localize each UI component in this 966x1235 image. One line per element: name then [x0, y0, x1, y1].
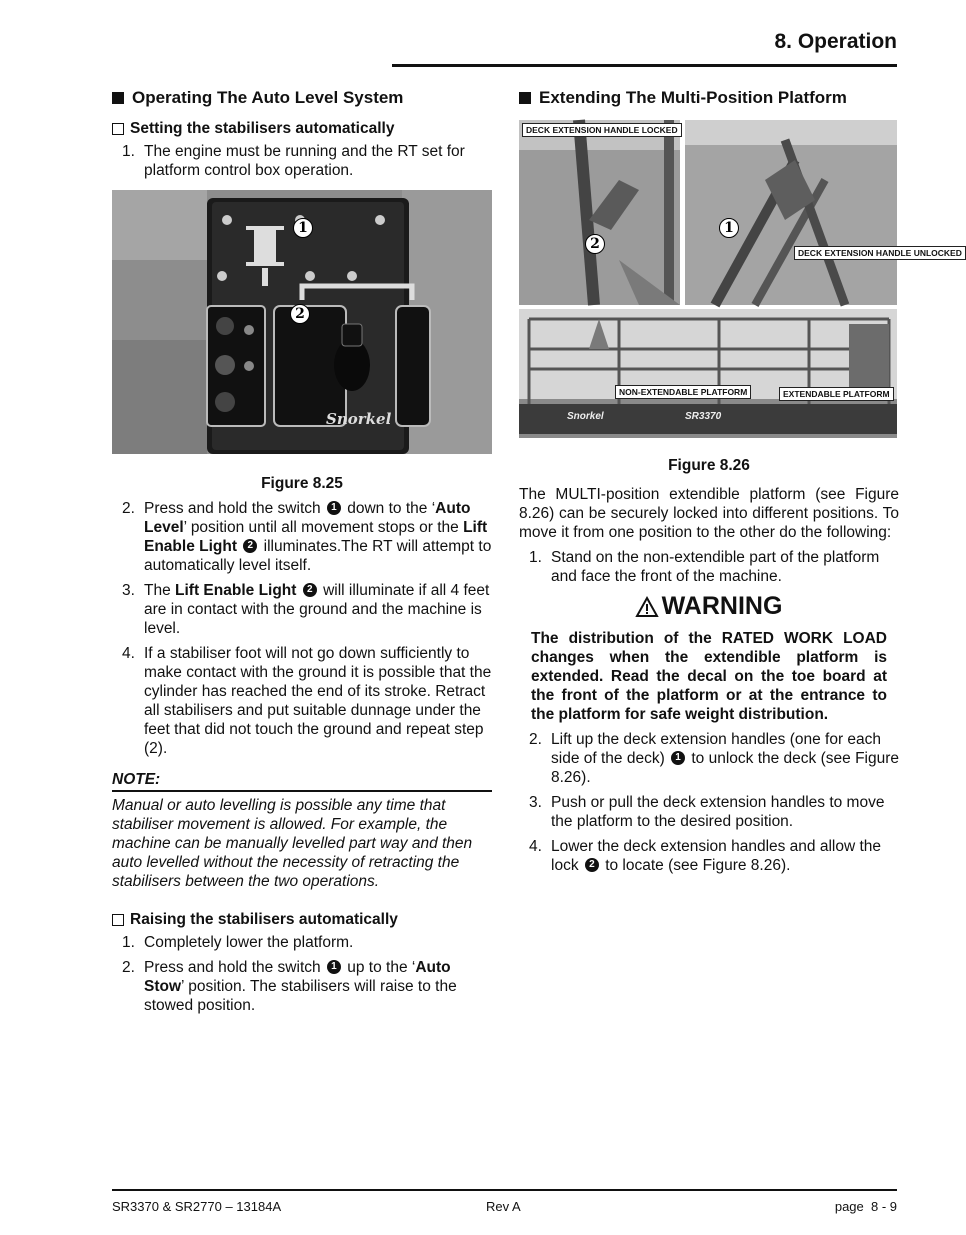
footer-doc-id: SR3370 & SR2770 – 13184A: [112, 1199, 282, 1214]
figure-8-26-caption: Figure 8.26: [668, 457, 750, 474]
callout-1-icon: 1: [327, 501, 341, 515]
warning-body: The distribution of the RATED WORK LOAD changes when the extendible platform is extended. Read the decal on the toe board at the front of the platform or at the entrance to the platform for safe weight distribution.: [531, 630, 887, 723]
callout-1-icon: 1: [327, 960, 341, 974]
section-heading-auto-level: Operating The Auto Level System: [112, 88, 492, 108]
note-heading: NOTE:: [112, 770, 492, 792]
footer-revision: Rev A: [486, 1199, 521, 1214]
photo-handle-unlocked: [685, 120, 962, 305]
section-title: 8. Operation: [774, 30, 897, 53]
callout-2-icon: 2: [243, 539, 257, 553]
footer-page-number: page 8 - 9: [834, 1199, 897, 1214]
list-item: 1. Stand on the non-extendible part of the platform and face the front of the machine.: [529, 549, 880, 585]
list-item: 3. Push or pull the deck extension handles to move the platform to the desired position.: [529, 794, 885, 830]
label-handle-unlocked: DECK EXTENSION HANDLE UNLOCKED: [794, 246, 966, 260]
list-item: 3. The Lift Enable Light 2 will illuminate if all 4 feet are in contact with the ground and the machine is level.: [122, 582, 490, 637]
subheading-setting: Setting the stabilisers automatically: [112, 120, 492, 138]
list-item: 4. If a stabiliser foot will not go down sufficiently to make contact with the ground it is possible that the cylinder has reached the end of its stroke. Retract all stabilisers and put suitable dunnage under the feet that did not touch the ground and repeat step (2).: [122, 645, 492, 757]
figure-8-25-caption: Figure 8.25: [261, 475, 343, 492]
brand-label: Snorkel: [567, 411, 604, 422]
raising-steps: [112, 933, 492, 1015]
footer-rule: [112, 1189, 897, 1191]
bullet-square-icon: [112, 92, 124, 104]
callout-2-icon: 2: [585, 234, 605, 254]
list-item: 1. Completely lower the platform.: [122, 934, 354, 951]
bullet-square-icon: [519, 92, 531, 104]
checkbox-bullet-icon: [112, 914, 124, 926]
model-label: SR3370: [685, 411, 722, 422]
photo-handle-locked: [519, 120, 680, 305]
subheading-raising: Raising the stabilisers automatically: [112, 911, 492, 929]
note-body: Manual or auto levelling is possible any time that stabiliser movement is allowed. For example, the machine can be manually levelled part way and then auto levelled without the necessity of retracting the stabilisers between the two operations.: [112, 797, 473, 890]
warning-heading: WARNING: [519, 592, 899, 621]
list-item: 2. Press and hold the switch 1 up to the ‘Auto Stow’ position. The stabilisers will raise to the stowed position.: [122, 959, 457, 1014]
left-column: [112, 88, 492, 1021]
setting-steps-part1: [112, 142, 492, 180]
extend-steps-part2: [519, 730, 899, 875]
brand-label: Snorkel: [326, 410, 392, 428]
callout-2-icon: 2: [303, 583, 317, 597]
section-heading-multi-position: Extending The Multi-Position Platform: [519, 88, 899, 108]
list-item: 2. Lift up the deck extension handles (one for each side of the deck) 1 to unlock the deck (see Figure 8.26).: [529, 731, 899, 786]
right-column: [519, 88, 962, 881]
callout-1-icon: 1: [293, 218, 313, 238]
checkbox-bullet-icon: [112, 123, 124, 135]
photo-platform: [519, 309, 897, 438]
setting-steps-part2: [112, 499, 492, 758]
intro-paragraph: The MULTI-position extendible platform (see Figure 8.26) can be securely locked into different positions. To move it from one position to the other do the following:: [519, 486, 899, 541]
label-handle-locked: DECK EXTENSION HANDLE LOCKED: [522, 123, 682, 137]
label-non-extendable: NON-EXTENDABLE PLATFORM: [615, 385, 751, 399]
figure-8-25-photo: [112, 190, 492, 454]
callout-1-icon: 1: [719, 218, 739, 238]
callout-2-icon: 2: [585, 858, 599, 872]
warning-triangle-icon: [636, 597, 658, 617]
header-rule: [392, 64, 897, 67]
callout-1-icon: 1: [671, 751, 685, 765]
callout-2-icon: 2: [290, 304, 310, 324]
extend-steps-part1: [519, 548, 899, 586]
list-item: 2. Press and hold the switch 1 down to the ‘Auto Level’ position until all movement stops or the Lift Enable Light 2 illuminates.The RT will attempt to automatically level itself.: [122, 500, 492, 574]
list-item: 1. The engine must be running and the RT set for platform control box operation.: [122, 143, 465, 179]
list-item: 4. Lower the deck extension handles and allow the lock 2 to locate (see Figure 8.26).: [529, 838, 882, 874]
figure-8-26: [519, 120, 962, 438]
label-extendable: EXTENDABLE PLATFORM: [779, 387, 894, 401]
